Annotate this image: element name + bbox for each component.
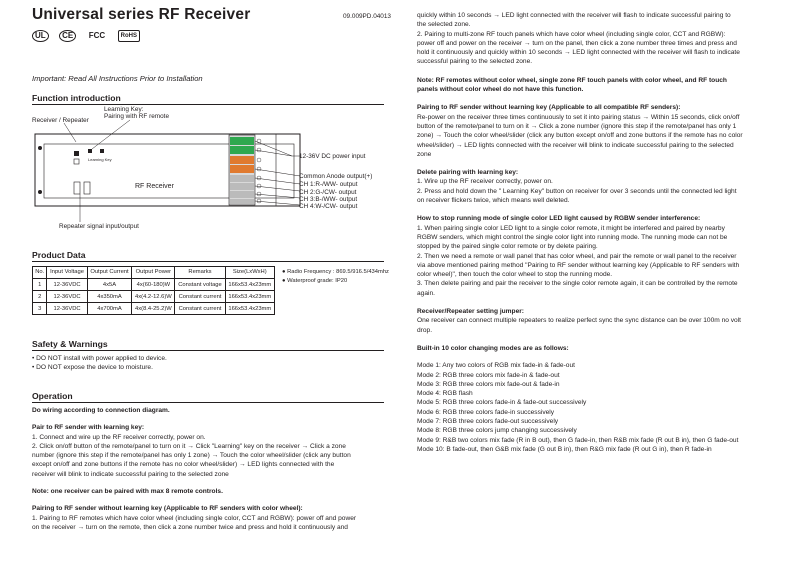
- jumper-icon: [74, 159, 79, 164]
- list-item: Mode 9: R&B two colors mix fade (R in B out), then G fade-in, then R&B mix fade (R out B in), then G fade-out: [417, 436, 739, 444]
- col-header: No.: [33, 267, 47, 279]
- note: Note: one receiver can be paired with max 8 remote controls.: [32, 488, 223, 496]
- modes-heading: Built-in 10 color changing modes are as follows:: [417, 344, 569, 352]
- label-learning-key-small: Learning Key: [88, 157, 112, 162]
- list-item: Mode 5: RGB three colors fade-in & fade-out successively: [417, 399, 587, 407]
- terminal-orange: [230, 156, 254, 164]
- list-item: Mode 4: RGB flash: [417, 390, 473, 398]
- list-item: Mode 3: RGB three colors mix fade-out & fade-in: [417, 380, 560, 388]
- label-ch3: CH 3:B-/WW- output: [299, 196, 358, 203]
- col-header: Size(LxWxH): [225, 267, 274, 279]
- label-repeater: Repeater signal input/output: [59, 223, 139, 230]
- jumper-icon: [74, 151, 79, 156]
- table-row: 3 12-36VDC 4x700mA 4x(8.4-25.2)W Constant current 166x53.4x23mm: [33, 303, 275, 315]
- label-learning-2: Pairing with RF remote: [104, 113, 169, 120]
- mount-hole-icon: [38, 146, 42, 150]
- divider: [32, 402, 384, 403]
- col-header: Input Voltage: [47, 267, 87, 279]
- pair2-heading: Pairing to RF sender without learning key (Applicable to RF senders with color wheel):: [32, 505, 303, 513]
- page-title: Universal series RF Receiver: [32, 6, 251, 23]
- list-item: Mode 1: Any two colors of RGB mix fade-in & fade-out: [417, 362, 575, 370]
- product-data-heading: Product Data: [32, 250, 86, 260]
- led-icon: [100, 149, 104, 153]
- rohs-logo: RoHS: [118, 30, 140, 42]
- pair3-heading: Pairing to RF sender without learning key (Applicable to all compatible RF senders):: [417, 104, 681, 112]
- col-header: Output Current: [87, 267, 132, 279]
- label-dc-input: 12-36V DC power input: [299, 153, 366, 160]
- list-item: Mode 2: RGB three colors mix fade-in & fade-out: [417, 371, 560, 379]
- terminal-green: [230, 137, 254, 145]
- label-receiver: Receiver / Repeater: [32, 117, 89, 124]
- divider: [32, 350, 384, 351]
- function-heading: Function introduction: [32, 93, 121, 103]
- fcc-logo: FCC: [88, 30, 106, 40]
- operation-body: Do wiring according to connection diagram. Pair to RF sender with learning key: 1. Connect and wire up the RF receiver correctly, power on. 2. Click on/off button of the remote/panel to turn on it → Click "Learning" key on the receiver → Click a zone number (ignore this step if the remote/panel has only 1 zone) → Touch the color wheel/slider (click any button except on/off and zone buttons if the remote has no color wheel/slider) → LED lights connected with the receiver will blink to indicate successful pairing to the selected zone Note: one receiver can be paired with max 8 remote controls. Pairing to RF sender without learning key (Applicable to RF senders with color wheel): 1. Pairing to RF remotes which have color wheel (including single color, CCT and RGBW): power off and power on the receiver → turn on the remote, then click a zone number twice and press and hold it continuously and: [32, 406, 397, 532]
- list-item: Mode 6: RGB three colors fade-in successively: [417, 408, 555, 416]
- pair-heading: Pair to RF sender with learning key:: [32, 424, 145, 432]
- stop-heading: How to stop running mode of single color LED light caused by RGBW sender interference:: [417, 215, 701, 223]
- list-item: Mode 8: RGB three colors jump changing successively: [417, 427, 577, 435]
- product-table: [32, 266, 275, 315]
- list-item: Mode 7: RGB three colors fade-out successively: [417, 417, 559, 425]
- cert-logos: [32, 27, 146, 39]
- safety-list: [32, 354, 167, 373]
- terminal-grey: [230, 199, 254, 204]
- label-ch2: CH 2:G-/CW- output: [299, 189, 357, 196]
- terminal-grey: [230, 183, 254, 190]
- col-header: Output Power: [132, 267, 175, 279]
- mount-hole-icon: [38, 190, 42, 194]
- label-ch1: CH 1:R-/WW- output: [299, 181, 358, 188]
- label-rf-receiver: RF Receiver: [135, 183, 174, 190]
- terminal-grey: [230, 175, 254, 182]
- list-item: • DO NOT expose the device to moisture.: [32, 364, 153, 372]
- divider: [32, 261, 384, 262]
- bullet-icon: ●: [282, 269, 288, 275]
- label-common-anode: Common Anode output(+): [299, 173, 373, 180]
- delete-heading: Delete pairing with learning key:: [417, 169, 519, 177]
- terminal-green: [230, 146, 254, 154]
- list-item: • DO NOT install with power applied to device.: [32, 355, 167, 362]
- right-column: quickly within 10 seconds → LED light connected with the receiver will flash to indicate successful pairing to the selected zone. 2. Pairing to multi-zone RF touch panels which have color wheel (including single color, CCT and RGBW): power off and power on the receiver → turn on the panel, then click a zone number three times and press and hold it continuously and quickly within 10 seconds → LED light connected with the receiver will flash to indicate successful pairing to the selected zone. Note: RF remotes without color wheel, single zone RF touch panels with color wheel, and RF touch panels without color wheel do not have this function. Pairing to RF sender without learning key (Applicable to all compatible RF senders): Re-power on the receiver three times continuously to set it into pairing status → Within 15 seconds, click on/off button of the remote/panel to turn on it → Click a zone number (ignore this step if the remote/panel has only 1 zone) → Touch the color wheel/slider (click any button except on/off and zone buttons if the remote has no color wheel/slider) → LED lights connected with the receiver will blink to indicate successful pairing to the selected zone Delete pairing with learning key: 1. Wire up the RF receiver correctly, power on. 2. Press and hold down the " Learning Key" button on receiver for over 3 seconds until the connected led light on receiver flickers twice, which means well deleted. How to stop running mode of single color LED light caused by RGBW sender interference: 1. When pairing single color LED light to a single color remote, it might be interfered and paired by nearby RGBW senders, which might control the single color light into running mode. The running mode can not be stopped by the paired single color remote or by delete pairing. 2. Then we need a remote or wall panel that has color wheel, and pair the remote or wall panel to the receiver via above mentioned pairing method "Pairing to RF sender without learning key (Applicable to RF senders with color wheel)", then touch the color wheel to stop the running mode. 3. Then delete pairing and pair the receiver to the single color remote again, it can be controlled by the remote again. Receiver/Repeater setting jumper: One receiver can connect multiple repeaters to realize perfect sync the sync distance can be over 100m no volt drop. Built-in 10 color changing modes are as follows: Mode 1: Any two colors of RGB mix fade-in & fade-out Mode 2: RGB three colors mix fade-in & fade-out Mode 3: RGB three colors mix fade-out & fade-in Mode 4: RGB flash Mode 5: RGB three colors fade-in & fade-out successively Mode 6: RGB three colors fade-in successively Mode 7: RGB three colors fade-out successively Mode 8: RGB three colors jump changing successively Mode 9: R&B two colors mix fade (R in B out), then G fade-in, then R&B mix fade (R out B in), then G fade-out Mode 10: B fade-out, then G&B mix fade (G out B in), then R&G mix fade (R out G in), then R fade-in: [417, 11, 781, 454]
- table-row: 1 12-36VDC 4x5A 4x(60-180)W Constant voltage 166x53.4x23mm: [33, 279, 275, 291]
- label-ch4: CH 4:W-/CW- output: [299, 203, 358, 210]
- label-learning: Learning Key:: [104, 106, 144, 113]
- list-item: Mode 10: B fade-out, then G&B mix fade (G out B in), then R&G mix fade (R out G in), then R fade-in: [417, 445, 712, 453]
- col-header: Remarks: [175, 267, 225, 279]
- operation-heading: Operation: [32, 391, 73, 401]
- repeater-port-icon: [74, 182, 80, 194]
- learning-key-icon: [88, 149, 92, 153]
- ce-logo: CE: [59, 30, 76, 42]
- doc-number: 09.009PD.04013: [343, 13, 391, 20]
- product-bullets: ● Radio Frequency : 869.5/916.5/434mhz ● Waterproof grade: IP20: [282, 269, 389, 284]
- ul-logo: UL: [32, 30, 49, 42]
- table-row: 2 12-36VDC 4x350mA 4x(4.2-12.6)W Constant current 166x53.4x23mm: [33, 291, 275, 303]
- safety-heading: Safety & Warnings: [32, 339, 108, 349]
- repeater-port-icon: [84, 182, 90, 194]
- jumper-heading: Receiver/Repeater setting jumper:: [417, 308, 525, 316]
- important-note: Important: Read All Instructions Prior to Installation: [32, 74, 203, 83]
- bullet-icon: ●: [282, 278, 288, 284]
- terminal-grey: [230, 191, 254, 198]
- terminal-orange: [230, 165, 254, 173]
